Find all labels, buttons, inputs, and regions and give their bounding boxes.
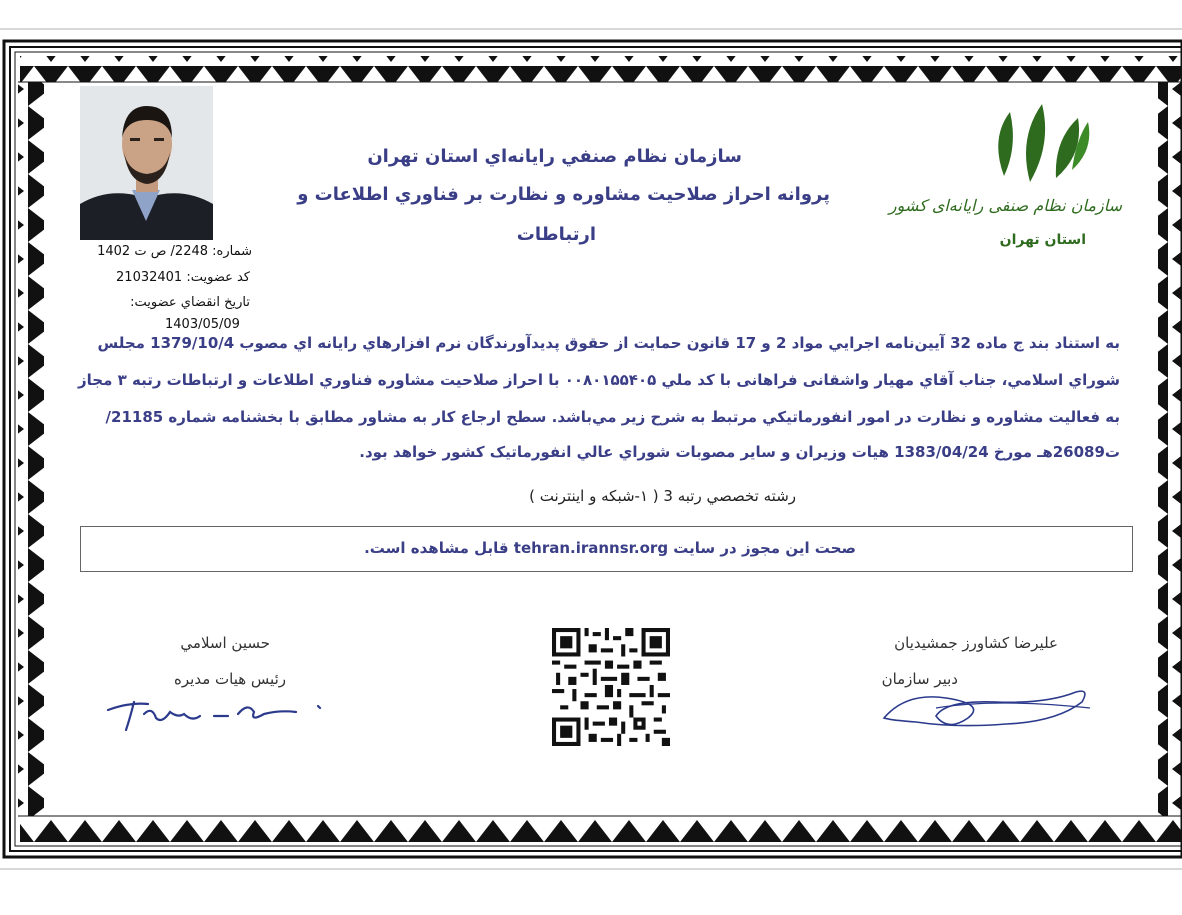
verification-text: صحت اين مجوز در سايت tehran.irannsr.org قابل مشاهده است. bbox=[364, 539, 856, 557]
secretary-signature bbox=[876, 678, 1100, 736]
bottom-divider bbox=[0, 868, 1182, 870]
secretary-name: عليرضا کشاورز جمشيديان bbox=[894, 634, 1058, 652]
chairman-name: حسين اسلامي bbox=[180, 634, 270, 652]
logo-icon bbox=[960, 100, 1128, 250]
logo-province: استان تهران bbox=[999, 232, 1086, 248]
body-line-3: به فعاليت مشاوره و نظارت در امور انفورماتيكي مرتبط به شرح زير مي‌باشد. سطح ارجاع کار به مشاور مطابق با بخشنامه شماره 21185/ bbox=[105, 408, 1120, 426]
license-number: شماره: 2248/ ص ت 1402 bbox=[97, 244, 252, 259]
license-title-line2: ارتباطات bbox=[516, 224, 596, 245]
organization-logo bbox=[960, 100, 1128, 250]
organization-title: سازمان نظام صنفي رايانه‌اي استان تهران bbox=[367, 146, 742, 167]
qr-code bbox=[552, 628, 670, 746]
body-line-1: به استناد بند ج ماده 32 آيين‌نامه اجرايي مواد 2 و 17 قانون حمايت از حقوق پديدآورندگان نرم افزارهاي رايانه اي مصوب 1379/10/4 مجلس bbox=[97, 334, 1120, 352]
expiry-value: 1403/05/09 bbox=[165, 317, 240, 332]
body-line-4: ت26089هـ مورخ 1383/04/24 هيات وزيران و ساير مصوبات شوراي عالي انفورماتيک کشور خواهد بود. bbox=[359, 443, 1120, 461]
body-line-2: شوراي اسلامي، جناب آقاي مهيار واشقانی فراهانی با کد ملي ۰۰۸۰۱۵۵۴۰۵ با احراز صلاحيت مشاوره فناوري اطلاعات و ارتباطات رتبه ۳ مجاز bbox=[78, 371, 1120, 389]
secretary-title: دبير سازمان bbox=[881, 670, 958, 688]
member-photo bbox=[80, 86, 213, 240]
chairman-signature bbox=[104, 688, 334, 736]
chairman-title: رئيس هيات مديره bbox=[174, 670, 286, 688]
certificate bbox=[0, 38, 1182, 860]
member-code: کد عضويت: 21032401 bbox=[116, 270, 250, 285]
license-title-line1: پروانه احراز صلاحيت مشاوره و نظارت بر فناوري اطلاعات و bbox=[297, 184, 830, 205]
specialty-line: رشته تخصصي رتبه 3 ( ۱-شبکه و اينترنت ) bbox=[529, 487, 796, 505]
verification-box bbox=[80, 526, 1133, 572]
expiry-label: تاريخ انقضاي عضويت: bbox=[130, 295, 250, 310]
logo-org-name: سازمان نظام صنفی رایانه‌ای کشور bbox=[888, 196, 1122, 215]
top-divider bbox=[0, 28, 1182, 30]
